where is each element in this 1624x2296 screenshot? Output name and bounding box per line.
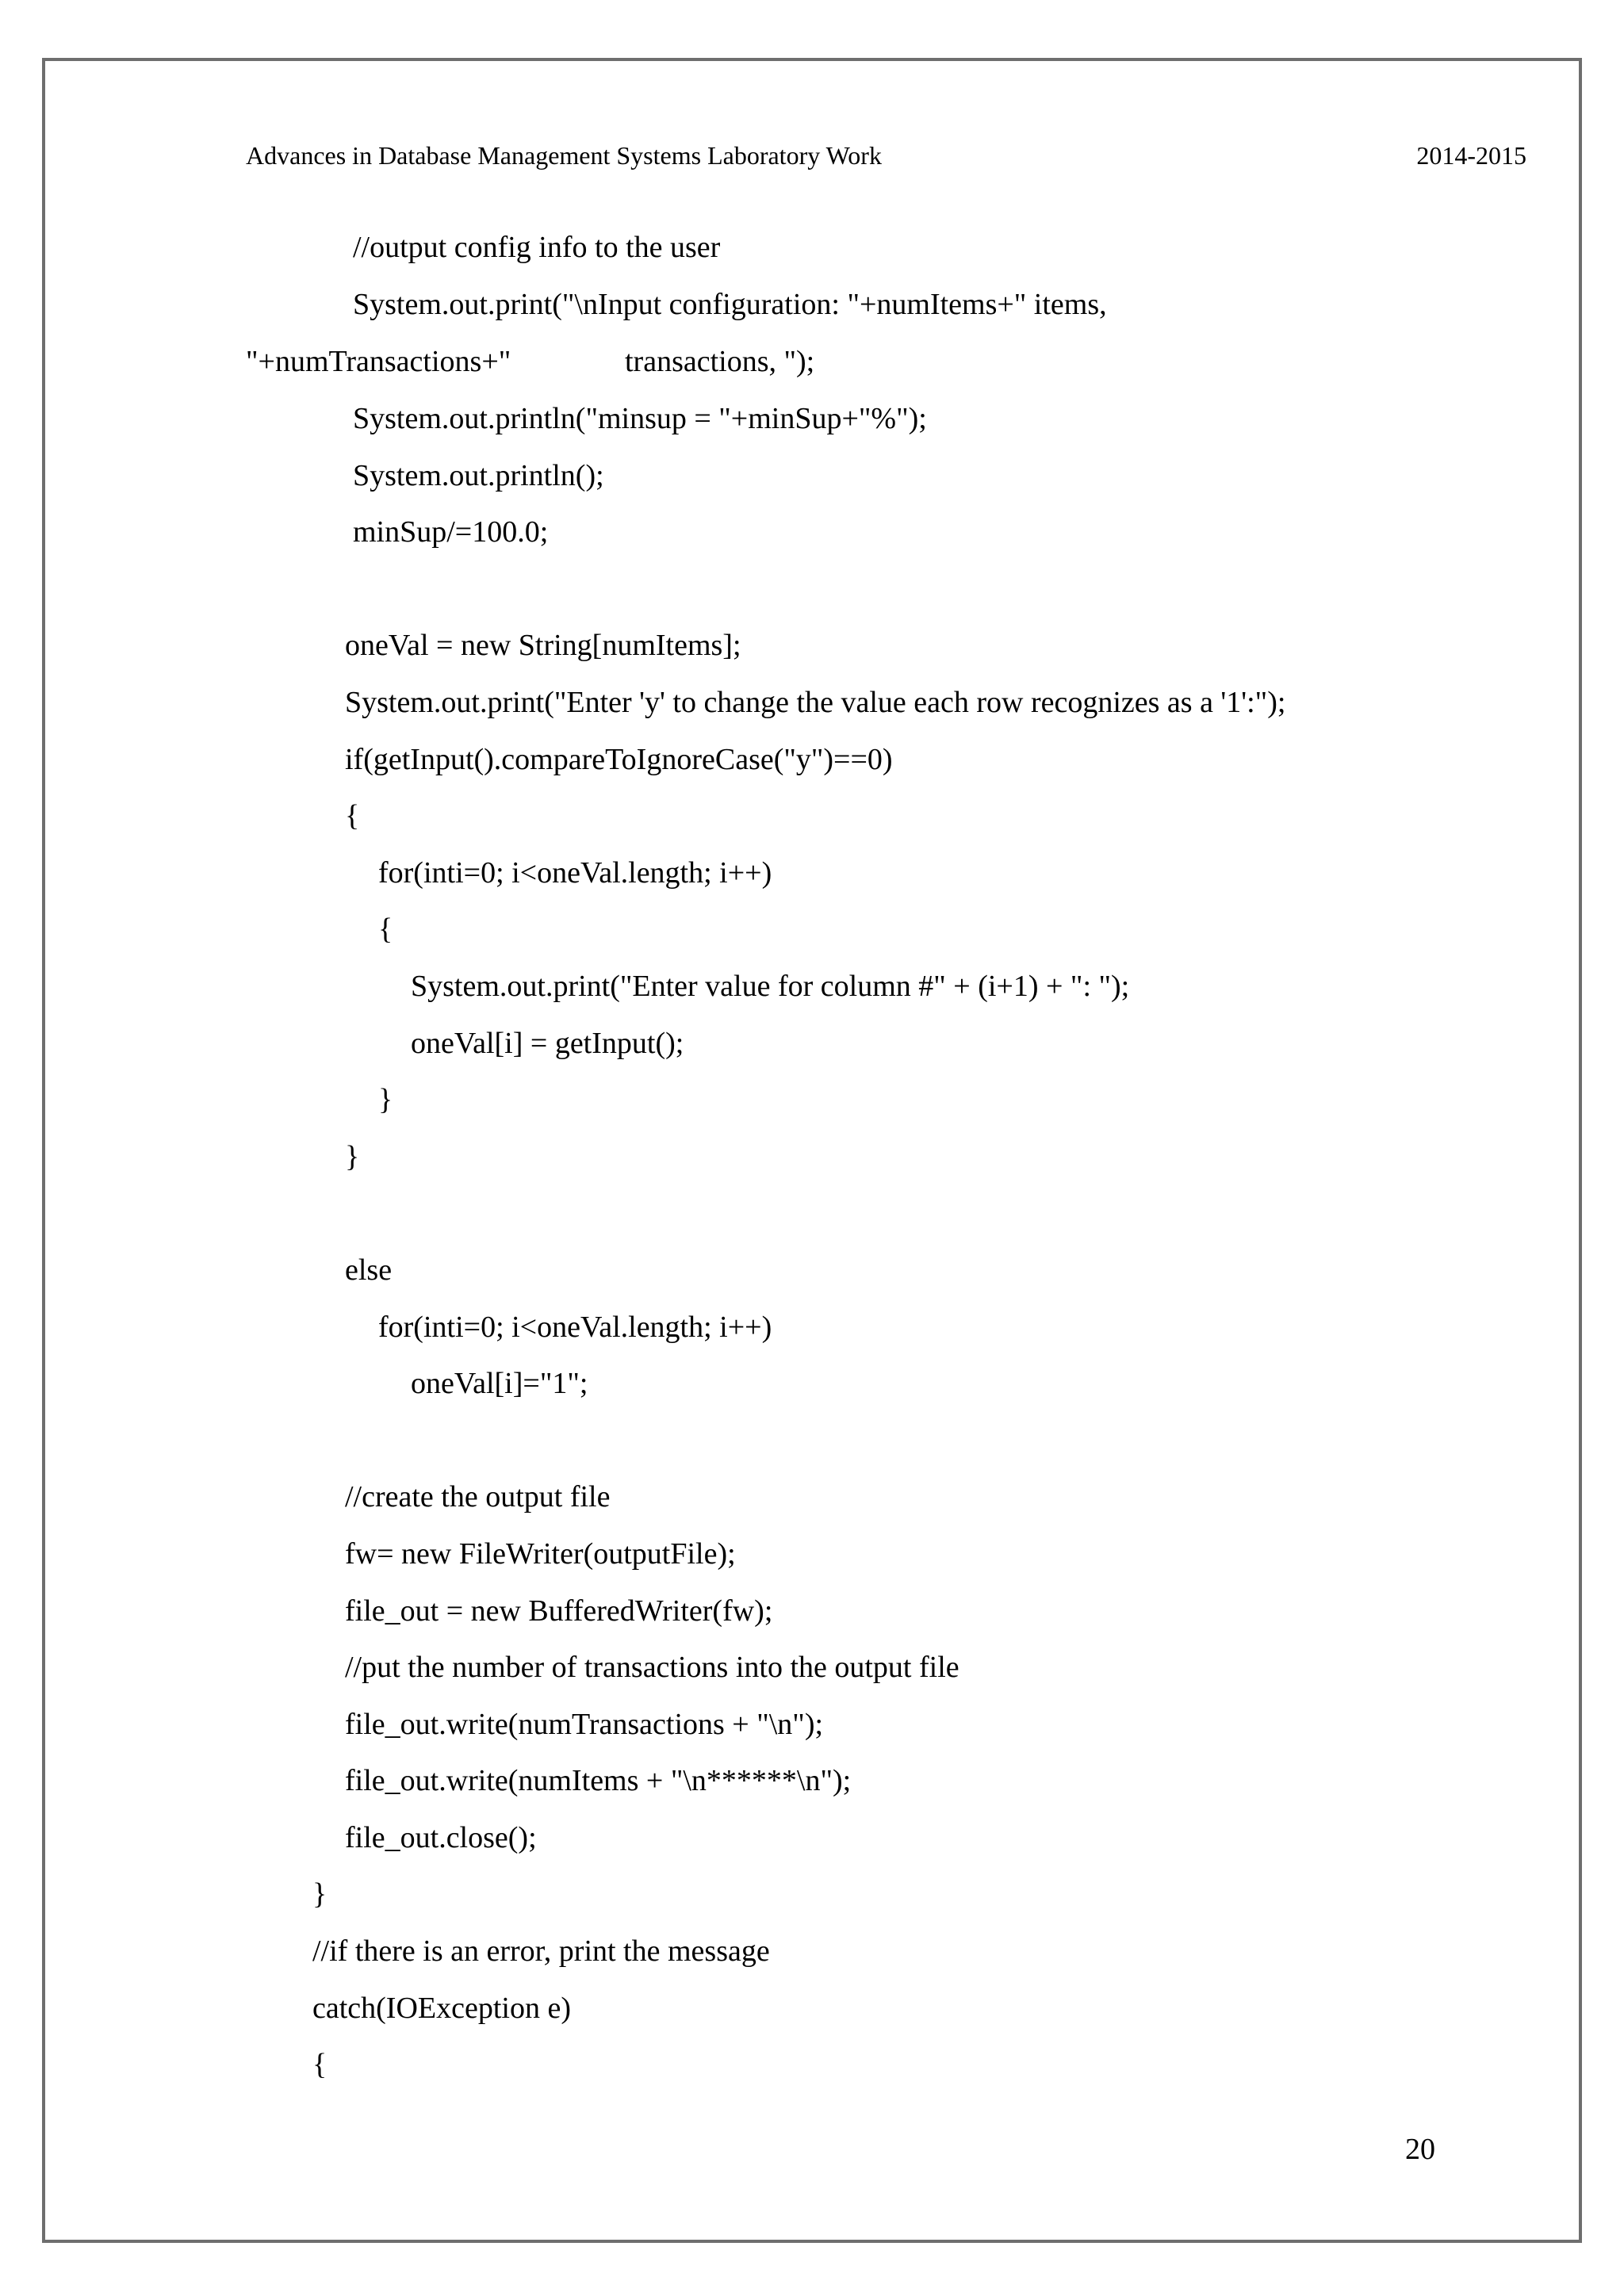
code-line: //put the number of transactions into the output file xyxy=(345,1651,959,1684)
code-line: file_out.close(); xyxy=(345,1821,537,1854)
page-number: 20 xyxy=(1405,2133,1435,2166)
code-line: if(getInput().compareToIgnoreCase("y")==0) xyxy=(345,743,893,776)
document-header-year: 2014-2015 xyxy=(1416,141,1526,170)
code-line: //output config info to the user xyxy=(353,231,721,264)
code-line: oneVal = new String[numItems]; xyxy=(345,629,741,662)
code-line: fw= new FileWriter(outputFile); xyxy=(345,1537,736,1571)
code-line: //if there is an error, print the message xyxy=(312,1934,770,1968)
code-line: System.out.print("Enter value for column #" + (i+1) + ": "); xyxy=(411,970,1130,1003)
code-line: System.out.println(); xyxy=(353,459,604,492)
code-line: System.out.print("\nInput configuration: "+numItems+" items, xyxy=(353,288,1107,321)
code-line: { xyxy=(312,2048,327,2081)
code-line: { xyxy=(345,799,360,832)
code-line: } xyxy=(312,1877,327,1911)
code-line: file_out.write(numItems + "\n******\n"); xyxy=(345,1764,852,1797)
code-line: file_out = new BufferedWriter(fw); xyxy=(345,1594,773,1628)
code-line: for(inti=0; i<oneVal.length; i++) xyxy=(378,856,772,890)
page-border xyxy=(42,58,1582,2243)
code-line: oneVal[i]="1"; xyxy=(411,1367,588,1400)
code-line: for(inti=0; i<oneVal.length; i++) xyxy=(378,1311,772,1344)
code-line: oneVal[i] = getInput(); xyxy=(411,1027,684,1060)
code-line: { xyxy=(378,913,393,946)
document-header-title: Advances in Database Management Systems Laboratory Work xyxy=(246,141,882,170)
code-line: "+numTransactions+" xyxy=(246,345,511,378)
code-line: catch(IOException e) xyxy=(312,1992,571,2025)
code-line: } xyxy=(378,1083,393,1116)
code-line: minSup/=100.0; xyxy=(353,515,549,549)
code-line: } xyxy=(345,1140,360,1173)
code-line: //create the output file xyxy=(345,1480,611,1513)
code-line: System.out.print("Enter 'y' to change the value each row recognizes as a '1':"); xyxy=(345,686,1286,719)
code-line: else xyxy=(345,1253,393,1287)
code-line: System.out.println("minsup = "+minSup+"%"); xyxy=(353,402,927,435)
code-line: file_out.write(numTransactions + "\n"); xyxy=(345,1708,824,1741)
code-line: transactions, "); xyxy=(625,345,815,378)
